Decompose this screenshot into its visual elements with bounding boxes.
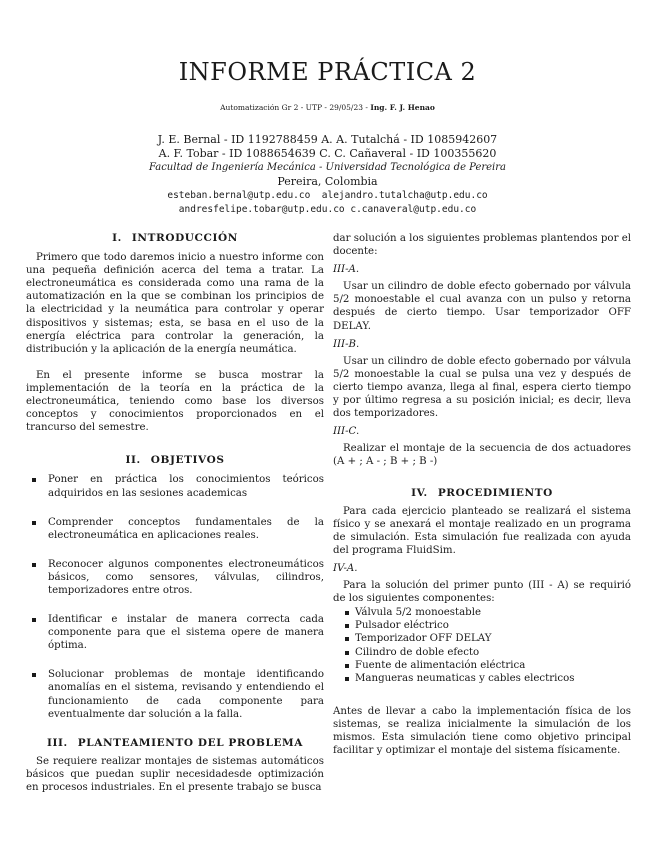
subsection-text-IV-A: Para la solución del primer punto (III - A) se requirió de los siguientes componentes: <box>333 580 631 605</box>
affiliation: Facultad de Ingeniería Mecánica - Universidad Tecnológica de Pereira <box>148 162 507 173</box>
subsection-head-IV-A: IV-A. <box>333 562 358 574</box>
subsection-text-III-C: Realizar el montaje de la secuencia de dos actuadores (A + ; A - ; B + ; B -) <box>333 443 631 468</box>
intro-paragraph-2: En el presente informe se busca mostrar la implementación de la teoría en la práctica de la electroneumática, teniendo como base los diversos conceptos y conocimientos proporcionados en el trancurso del semestre. <box>26 369 324 434</box>
authors-line-1: J. E. Bernal - ID 1192788459 A. A. Tutalchá - ID 1085942607 <box>157 133 498 146</box>
list-item: Fuente de alimentación eléctrica <box>333 659 631 672</box>
list-item: Pulsador eléctrico <box>333 619 631 632</box>
intro-paragraph-1: Primero que todo daremos inicio a nuestro informe con una pequeña definición acerca del tema a tratar. La electroneumática es considerada como una rama de la automatización en la que se combinan los principios de la electricidad y la neumática para controlar y operar dispositivos y sistemas; esta, se basa en el uso de la energía eléctrica para controlar la generación, la distribución y la aplicación de la energía neumática. <box>26 252 324 355</box>
section-heading-procedimiento <box>333 487 631 500</box>
section-number: IV. <box>411 486 428 499</box>
subsection-text-III-A: Usar un cilindro de doble efecto gobernado por válvula 5/2 monoestable el cual avanza con un pulso y retorna después de cierto tiempo. Usar temporizador OFF DELAY. <box>333 281 631 332</box>
procedimiento-paragraph-2: Antes de llevar a cabo la implementación física de los sistemas, se realiza inicialmente la simulación de los mismos. Esta simulación tiene como objetivo principal facilitar y optimizar el montaje del sistema físicamente. <box>333 705 631 757</box>
right-column <box>333 232 631 757</box>
section-number: I. <box>112 232 122 244</box>
section-heading-objetivos <box>26 454 324 467</box>
emails-line-1: esteban.bernal@utp.edu.co alejandro.tutalcha@utp.edu.co <box>167 190 488 201</box>
section-number: II. <box>125 454 141 467</box>
list-item: Comprender conceptos fundamentales de la electroneumática en aplicaciones reales. <box>26 516 324 542</box>
emails-line-2: andresfelipe.tobar@utp.edu.co c.canaveral@utp.edu.co <box>178 204 477 215</box>
components-list <box>333 606 631 685</box>
section-name: PLANTEAMIENTO DEL PROBLEMA <box>77 736 304 749</box>
section-heading-intro <box>26 232 324 245</box>
section-name: OBJETIVOS <box>150 454 225 467</box>
list-item: Cilindro de doble efecto <box>333 646 631 659</box>
paper-title: INFORME PRÁCTICA 2 <box>178 58 477 86</box>
location: Pereira, Colombia <box>277 175 378 188</box>
planteamiento-paragraph: Se requiere realizar montajes de sistemas automáticos básicos que puedan suplir necesidadesde optimización en procesos industriales. En el presente trabajo se busca <box>26 755 324 793</box>
list-item: Poner en práctica los conocimientos teóricos adquiridos en las sesiones academicas <box>26 473 324 499</box>
author-block <box>0 133 655 217</box>
subsection-head-III-B: III-B. <box>333 338 360 350</box>
list-item: Reconocer algunos componentes electroneumáticos básicos, como sensores, válvulas, cilindros, temporizadores entre otros. <box>26 558 324 597</box>
subsection-head-III-A: III-A. <box>333 264 360 276</box>
authors-line-2: A. F. Tobar - ID 1088654639 C. C. Cañaveral - ID 100355620 <box>158 147 497 160</box>
section-name: PROCEDIMIENTO <box>437 486 553 499</box>
list-item: Solucionar problemas de montaje identificando anomalías en el sistema, revisando y entendiendo el funcionamiento de cada componente para eventualmente dar solución a la falla. <box>26 668 324 720</box>
list-item: Válvula 5/2 monoestable <box>333 606 631 619</box>
course-info: Automatización Gr 2 - UTP - 29/05/23 - <box>220 103 371 112</box>
objectives-list <box>26 473 324 720</box>
list-item: Identificar e instalar de manera correcta cada componente para que el sistema opere de manera óptima. <box>26 613 324 652</box>
list-item: Mangueras neumaticas y cables electricos <box>333 672 631 685</box>
list-item: Temporizador OFF DELAY <box>333 632 631 645</box>
planteamiento-continued: dar solución a los siguientes problemas plantendos por el docente: <box>333 233 631 258</box>
procedimiento-paragraph: Para cada ejercicio planteado se realizará el sistema físico y se anexará el montaje realizado en un programa de simulación. Esta simulación fue realizada con ayuda del programa FluidSim. <box>333 505 631 556</box>
section-name: INTRODUCCIÓN <box>131 232 238 244</box>
section-number: III. <box>46 736 68 749</box>
subsection-text-III-B: Usar un cilindro de doble efecto gobernado por válvula 5/2 monoestable la cual se pulsa una vez y después de cierto tiempo avanza, llega al final, espera cierto tiempo y por último regresa a su posición inicial; es decir, lleva dos temporizadores. <box>333 355 631 420</box>
subsection-head-III-C: III-C. <box>333 426 360 438</box>
instructor-name: Ing. F. J. Henao <box>370 103 435 112</box>
section-heading-planteamiento <box>26 737 324 750</box>
left-column <box>26 232 324 794</box>
course-subline <box>0 103 655 112</box>
